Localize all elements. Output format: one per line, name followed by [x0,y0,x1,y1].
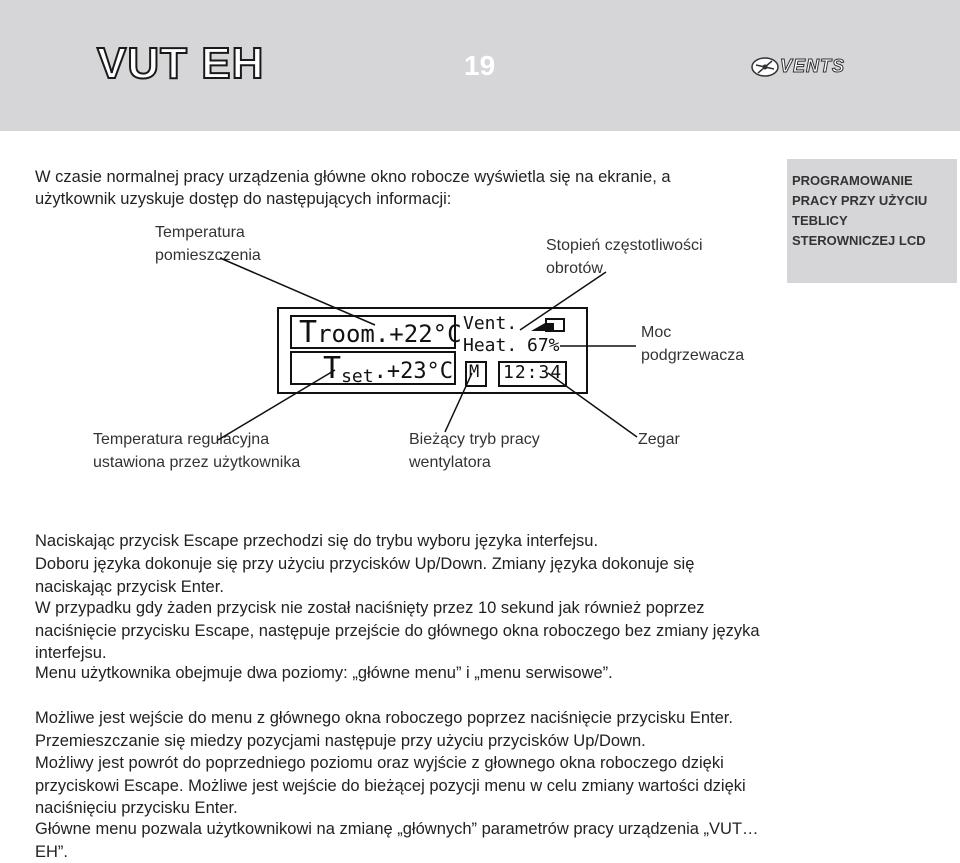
lcd-mode: M [469,362,480,382]
paragraph-3: W przypadku gdy żaden przycisk nie został naciśnięty przez 10 sekund jak również poprzez naciśnięcie przycisku Escape, następuje przejście do głównego okna roboczego bez zmiany języka interfejsu. [35,599,760,662]
paragraph-8: Główne menu pozwala użytkownikowi na zmianę „głównych” parametrów pracy urządzenia „VUT…EH”. [35,820,759,861]
label-mode: Bieżący tryb pracy wentylatora [409,431,540,471]
leader-speed [520,272,606,330]
lcd-troom-sub: room [317,320,375,348]
paragraph-1: Naciskając przycisk Escape przechodzi się do trybu wyboru języka interfejsu. [35,532,599,550]
section-title: PROGRAMOWANIE PRACY PRZY UŻYCIU TEBLICY STEROWNICZEJ LCD [792,173,928,248]
label-speed: Stopień częstotliwości obrotów [546,237,703,277]
lcd-tset-value: .+23°C [373,359,454,384]
label-heater-power: Moc podgrzewacza [641,324,745,364]
leader-set-temp [218,370,335,440]
lcd-time: 12:34 [503,362,563,383]
lcd-troom-value: .+22°C [374,320,462,348]
intro-text: W czasie normalnej pracy urządzenia główne okno robocze wyświetla się na ekranie, a użytkownik uzyskuje dostęp do następujących informacji: [35,168,671,208]
paragraph-7: Możliwy jest powrót do poprzedniego poziomu oraz wyjście z głownego okna roboczego dzięki przyciskowi Escape. Możliwe jest wejście do bieżącej pozycji menu w celu zmiany wartości dzięki naciśnięciu przycisku Enter. [35,754,746,817]
label-room-temp: Temperatura pomieszczenia [155,224,261,264]
logo-wordmark: VENTS [780,56,846,76]
label-clock: Zegar [638,431,680,448]
lcd-heat: Heat. [463,335,518,356]
lcd-heat-value: 67% [527,335,560,356]
label-set-temp: Temperatura regulacyjna ustawiona przez użytkownika [93,431,301,471]
paragraph-6: Przemieszczanie się miedzy pozycjami następuje przy użyciu przycisków Up/Down. [35,732,646,750]
leader-mode [445,373,472,432]
page-number: 19 [464,50,496,81]
paragraph-5: Możliwe jest wejście do menu z głównego okna roboczego poprzez naciśnięcie przycisku Enter. [35,709,733,727]
paragraph-2: Doboru języka dokonuje się przy użyciu przycisków Up/Down. Zmiany języka dokonuje się naciskając przycisk Enter. [35,555,695,596]
model-title: VUT EH [97,39,265,88]
lcd-tset-sub: set [341,366,374,387]
lcd-vent: Vent. [463,313,518,334]
leader-clock [548,373,637,437]
paragraph-4: Menu użytkownika obejmuje dwa poziomy: „główne menu” i „menu serwisowe”. [35,664,613,682]
lcd-tset-prefix: T [323,351,342,386]
leader-room-temp [220,258,375,325]
lcd-troom-prefix: T [299,315,318,350]
